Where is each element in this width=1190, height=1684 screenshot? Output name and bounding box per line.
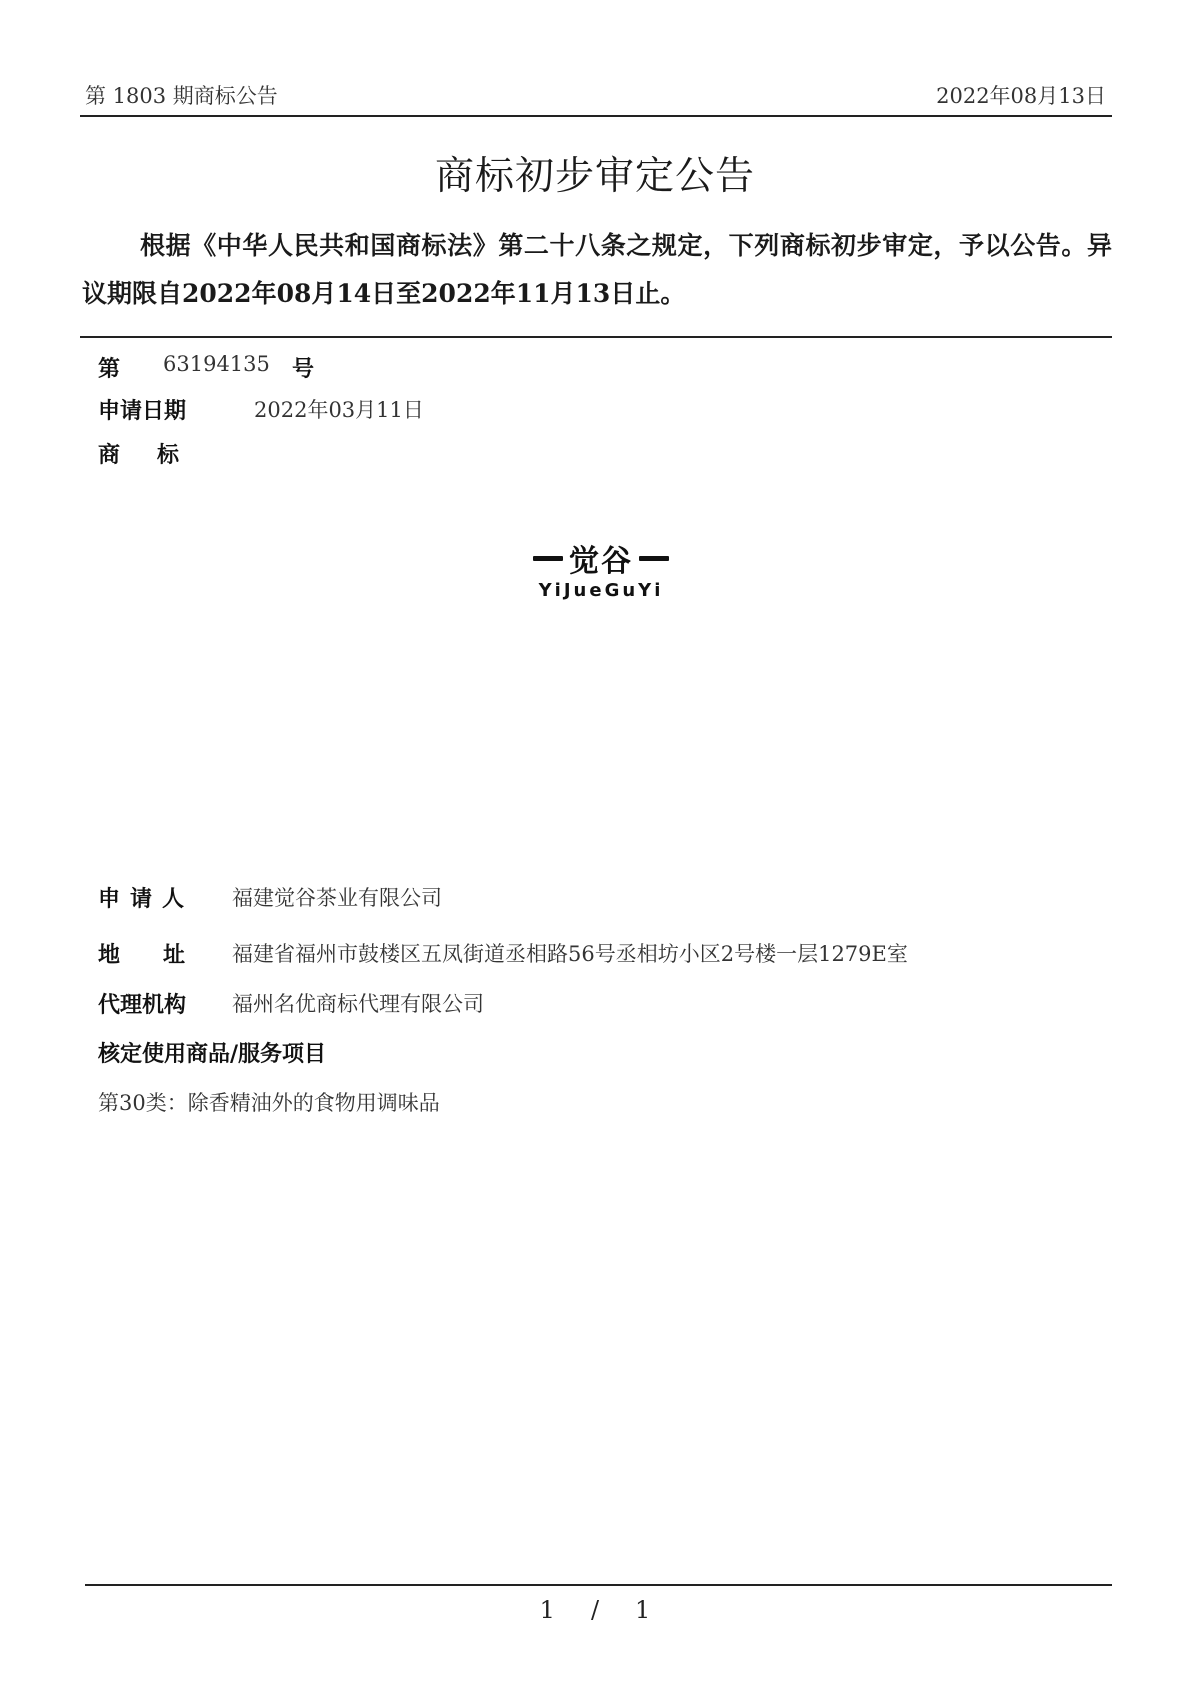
- number-suffix: 号: [292, 356, 315, 382]
- footer-divider: [85, 1584, 1112, 1586]
- notice-paragraph: 根据《中华人民共和国商标法》第二十八条之规定，下列商标初步审定，予以公告。异议期限自2022年08月14日至2022年11月13日止。: [82, 231, 1112, 308]
- services-label: 核定使用商品/服务项目: [98, 1041, 327, 1067]
- agent-name: 福州名优商标代理有限公司: [232, 992, 484, 1016]
- issue-number: 第 1803 期商标公告: [85, 84, 278, 108]
- header-divider: [80, 115, 1112, 117]
- application-date-label: 申请日期: [98, 398, 187, 424]
- page-current: 1: [539, 1596, 555, 1624]
- page-total: 1: [635, 1596, 651, 1624]
- address-label: 地址: [98, 942, 229, 968]
- trademark-logo: [520, 536, 682, 608]
- page-title: 商标初步审定公告: [434, 154, 755, 199]
- applicant-label: 申请人: [98, 886, 195, 912]
- number-label: 第: [98, 356, 121, 382]
- logo-pinyin-text: YiJueGuYi: [538, 580, 664, 601]
- services-list: 第30类：除香精油外的食物用调味品: [98, 1091, 440, 1115]
- applicant-name: 福建觉谷茶业有限公司: [232, 886, 442, 910]
- trademark-label: 商标: [98, 442, 217, 468]
- agent-label: 代理机构: [98, 992, 187, 1018]
- publication-date: 2022年08月13日: [936, 84, 1106, 108]
- logo-right-bar: [639, 556, 669, 561]
- page-separator: /: [590, 1596, 600, 1624]
- notice-divider: [80, 336, 1112, 338]
- application-number: 63194135: [163, 352, 270, 376]
- application-date: 2022年03月11日: [254, 398, 424, 422]
- page-indicator: [0, 1596, 1190, 1624]
- logo-chinese-text: 觉谷: [569, 544, 633, 579]
- applicant-address: 福建省福州市鼓楼区五凤街道丞相路56号丞相坊小区2号楼一层1279E室: [232, 942, 908, 966]
- logo-left-bar: [533, 556, 563, 561]
